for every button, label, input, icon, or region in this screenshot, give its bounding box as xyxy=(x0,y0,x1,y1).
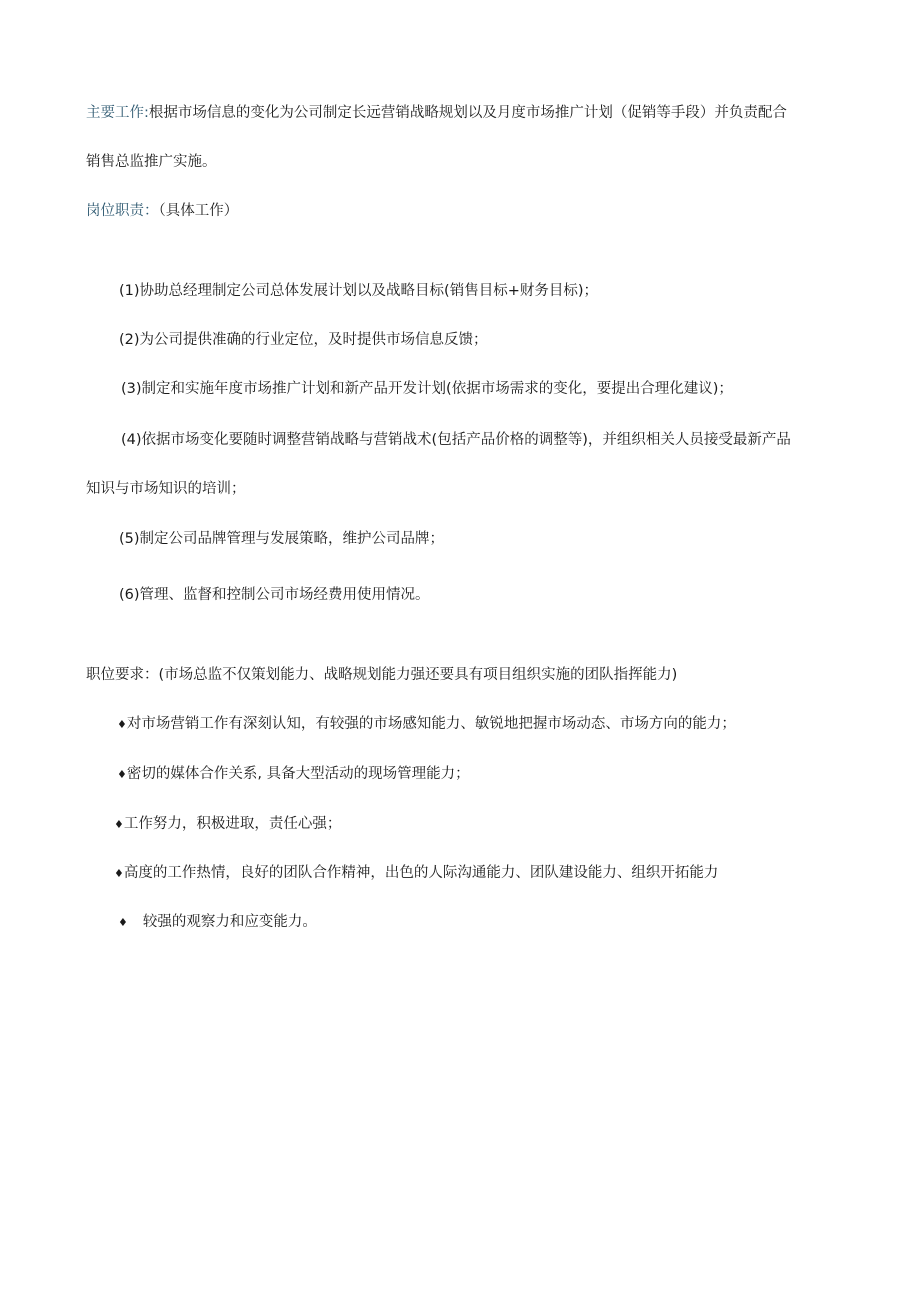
main-work-label: 主要工作: xyxy=(86,105,149,121)
main-work-text-1: 根据市场信息的变化为公司制定长远营销战略规划以及月度市场推广计划（促销等手段）并负责配合 xyxy=(148,105,787,121)
diamond-bullet-icon: ♦ xyxy=(118,916,128,929)
requirement-item-1 xyxy=(117,714,736,735)
requirement-text-3: 工作努力，积极进取，责任心强； xyxy=(123,816,342,832)
requirement-item-3 xyxy=(114,814,341,835)
diamond-bullet-icon: ♦ xyxy=(114,867,124,880)
main-work-line-2: 销售总监推广实施。 xyxy=(86,154,217,170)
requirement-text-1: 对市场营销工作有深刻认知，有较强的市场感知能力、敏锐地把握市场动态、市场方向的能力； xyxy=(126,716,736,732)
requirement-item-5 xyxy=(118,912,317,933)
diamond-bullet-icon: ♦ xyxy=(114,818,124,831)
requirement-text-4: 高度的工作热情，良好的团队合作精神，出色的人际沟通能力、团队建设能力、组织开拓能力 xyxy=(123,865,719,881)
requirement-text-2: 密切的媒体合作关系, 具备大型活动的现场管理能力； xyxy=(126,766,470,782)
requirement-item-2 xyxy=(117,764,470,785)
duty-item-4-continued: 知识与市场知识的培训； xyxy=(86,481,246,497)
duties-label-suffix: （具体工作） xyxy=(158,203,239,219)
diamond-bullet-icon: ♦ xyxy=(117,768,127,781)
duties-heading xyxy=(86,201,238,221)
requirement-item-4 xyxy=(114,863,718,884)
requirement-text-5: 较强的观察力和应变能力。 xyxy=(142,914,317,930)
duty-item-6: (6)管理、监督和控制公司市场经费用使用情况。 xyxy=(119,587,430,603)
duty-item-3: (3)制定和实施年度市场推广计划和新产品开发计划(依据市场需求的变化，要提出合理化建议)； xyxy=(121,381,733,397)
duty-item-5: (5)制定公司品牌管理与发展策略，维护公司品牌； xyxy=(119,531,445,547)
duty-item-4: (4)依据市场变化要随时调整营销战略与营销战术(包括产品价格的调整等)，并组织相关人员接受最新产品 xyxy=(121,432,791,448)
requirements-heading: 职位要求：(市场总监不仅策划能力、战略规划能力强还要具有项目组织实施的团队指挥能力) xyxy=(86,667,678,683)
diamond-bullet-icon: ♦ xyxy=(117,718,127,731)
main-work-line-1 xyxy=(86,103,787,123)
duties-label: 岗位职责： xyxy=(86,203,159,219)
duty-item-1: (1)协助总经理制定公司总体发展计划以及战略目标(销售目标+财务目标)； xyxy=(119,283,598,299)
duty-item-2: (2)为公司提供准确的行业定位，及时提供市场信息反馈； xyxy=(119,332,488,348)
